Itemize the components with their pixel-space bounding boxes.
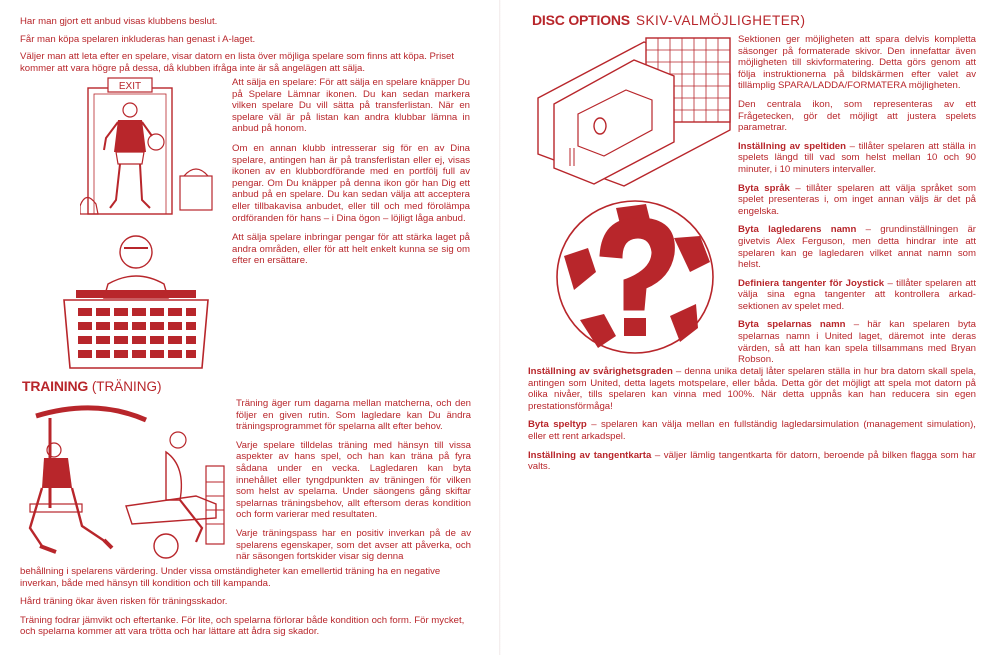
training-tail-1: Hård träning ökar även risken för träningsskador.	[20, 596, 228, 608]
training-para-1: Träning äger rum dagarna mellan matcherna, och den följer en given rutin. Som lagledare kan Du ändra träningsprogrammet för spelarna allt efter behov.	[236, 398, 471, 433]
disc-options-section	[738, 34, 976, 366]
option-lagledare-text: – grundinställningen är givetvis Alex Ferguson, men detta hindrar inte att spelaren kan ge lagledaren vilket annat namn som helst.	[738, 224, 976, 271]
option-sprak-term: Byta språk	[738, 182, 790, 194]
selling-para-3: Att sälja spelare inbringar pengar för att stärka laget på andra områden, eller för att helt enkelt kunna se sig om efter en ersättare.	[232, 232, 470, 267]
training-cont-para: behållning i spelarens värdering. Under vissa omständigheter kan emellertid träning ha en negative inverkan, både med hänsyn till kondition och till kampanda.	[20, 566, 441, 589]
option-sprak	[738, 183, 976, 218]
intro-line-2: Får man köpa spelaren inkluderas han genast i A-laget.	[20, 33, 256, 45]
option-spelarnamn	[738, 319, 976, 365]
option-joystick-text: – tillåter spelaren att välja sina egna tangenter att kontrollera arkad-sektionen av spelet med.	[738, 277, 976, 312]
training-subtitle: (TRÄNING)	[88, 379, 162, 394]
intro-line-3: Väljer man att leta efter en spelare, visar datorn en lista över möjliga spelare som finns att köpa. Priset kommer att vara högre på dessa, då klubben ifråga inte är så angelägen att sälja.	[20, 51, 455, 74]
option-svarighet	[528, 366, 976, 412]
training-continuation	[20, 566, 472, 638]
selling-section	[232, 77, 470, 267]
option-lagledare	[738, 224, 976, 270]
option-joystick-term: Definiera tangenter för Joystick	[738, 277, 885, 289]
option-tangentkarta-text: – väljer lämlig tangentkarta för datorn, beroende på bilken flagga som har valts.	[528, 449, 976, 473]
question-ball-icon	[550, 196, 720, 358]
option-joystick	[738, 278, 976, 313]
training-tail-2: Träning fodrar jämvikt och eftertanke. För lite, och spelarna förlorar både kondition och form. För mycket, och spelarna kommer att vara trötta och har lättare att ådra sig skador.	[20, 614, 465, 638]
option-speltid-term: Inställning av speltiden	[738, 140, 846, 152]
option-spelarnamn-text: – här kan spelaren byta spelarnas namn i United laget, däremot inte deras värden, så att han kan spela tillsammans med Bryan Robson.	[738, 319, 976, 366]
training-title: TRAINING	[22, 378, 89, 394]
chairman-briefcase-illustration	[56, 228, 216, 376]
disc-para-1: Sektionen ger möjligheten att spara delvis kompletta säsonger på formaterade skivor. Den innefattar även möjligheten till skivformatering. Detta görs genom att följa instruktionerna på bildskärmen efter valet av tillämplig SPARA/LADDA/FORMATERA möjligheten.	[738, 34, 976, 92]
exit-sign-text: EXIT	[118, 81, 142, 92]
training-section	[236, 398, 471, 563]
option-tangentkarta	[528, 450, 976, 473]
disc-para-2: Den centrala ikon, som representeras av ett Frågetecken, gör det möjligt att justera spelets parametrar.	[738, 98, 976, 134]
intro-line-1: Har man gjort ett anbud visas klubbens beslut.	[20, 16, 218, 27]
player-exit-illustration	[80, 76, 228, 216]
floppy-disk-icon	[534, 34, 734, 194]
training-para-2: Varje spelare tilldelas träning med hänsyn till vissa aspekter av hans spel, och han kan träna på fyra sådana under en vecka. Lagledaren kan byta innehållet eller tyngdpunkten av träningen för vilken som helst av spelarna. Under säongens gång skiftar spelarnas träningsbehov, allt eftersom deras kondition och form varierar med resultaten.	[236, 439, 471, 521]
training-heading	[22, 378, 162, 396]
disc-options-subtitle: SKIV-VALMÖJLIGHETER)	[635, 13, 806, 28]
transfer-intro	[20, 16, 475, 74]
option-speltid-text: – tillåter spelaren att ställa in spelets längd till vad som helst mellan 10 och 90 minuter, i 10 minuters intervaller.	[738, 140, 976, 175]
right-page	[500, 0, 1000, 655]
option-sprak-text: – tillåter spelaren att välja språket som spelet presenteras i, om inget annan väljs är det på engelska.	[738, 182, 977, 217]
selling-para-2: Om en annan klubb intresserar sig för en av Dina spelare, antingen han är på transferlistan eller ej, visas ikonen av en klubbordförande med en portfölj full av pengar. Om Du knäpper på denna ikon gör han Dig ett anbud på en spelare. Du kan sedan välja att acceptera eller tillbakavisa anbudet, eller till och med förolämpa ordföranden för hans – i Dina ögon – löjligt låga anbud.	[232, 142, 470, 224]
selling-para-1: Att sälja en spelare: För att sälja en spelare knäpper Du på Spelare Lämnar ikonen. Du kan sedan markera vilken spelare Du vill sätta på transferlistan. När en spelare väl är på listan kan andra klubbar lämna in anbud på honom.	[232, 77, 470, 135]
option-spelarnamn-term: Byta spelarnas namn	[738, 319, 846, 331]
option-speltyp-term: Byta speltyp	[528, 419, 587, 431]
training-para-3: Varje träningspass har en positiv inverkan på de av spelarens egenskaper, som det avser att påverka, och när säsongen fortskider visar sig denna	[236, 527, 471, 563]
full-width-options	[528, 366, 976, 473]
training-gym-illustration	[16, 396, 228, 564]
option-tangentkarta-term: Inställning av tangentkarta	[528, 449, 652, 461]
disc-options-heading	[532, 12, 806, 30]
option-svarighet-text: – denna unika detalj låter spelaren ställa in hur bra datorn skall spela, antingen som United, detta lagets motspelare, eller båda. Detta gör det möjligt att spela mot datorn på olika nivåer, tills spelaren kan vinna med 100%. När detta uppnås kan han reducera sin egen prestationsförmåga!	[528, 366, 976, 412]
option-speltyp-text: – spelaren kan välja mellan en fullständig lagledarsimulation (management simulation), eller ett rent arkadspel.	[528, 419, 976, 442]
disc-options-title: DISC OPTIONS	[532, 12, 630, 28]
option-lagledare-term: Byta lagledarens namn	[738, 224, 857, 236]
option-speltyp	[528, 419, 976, 442]
option-svarighet-term: Inställning av svårighetsgraden	[528, 366, 673, 377]
option-speltid	[738, 141, 976, 176]
